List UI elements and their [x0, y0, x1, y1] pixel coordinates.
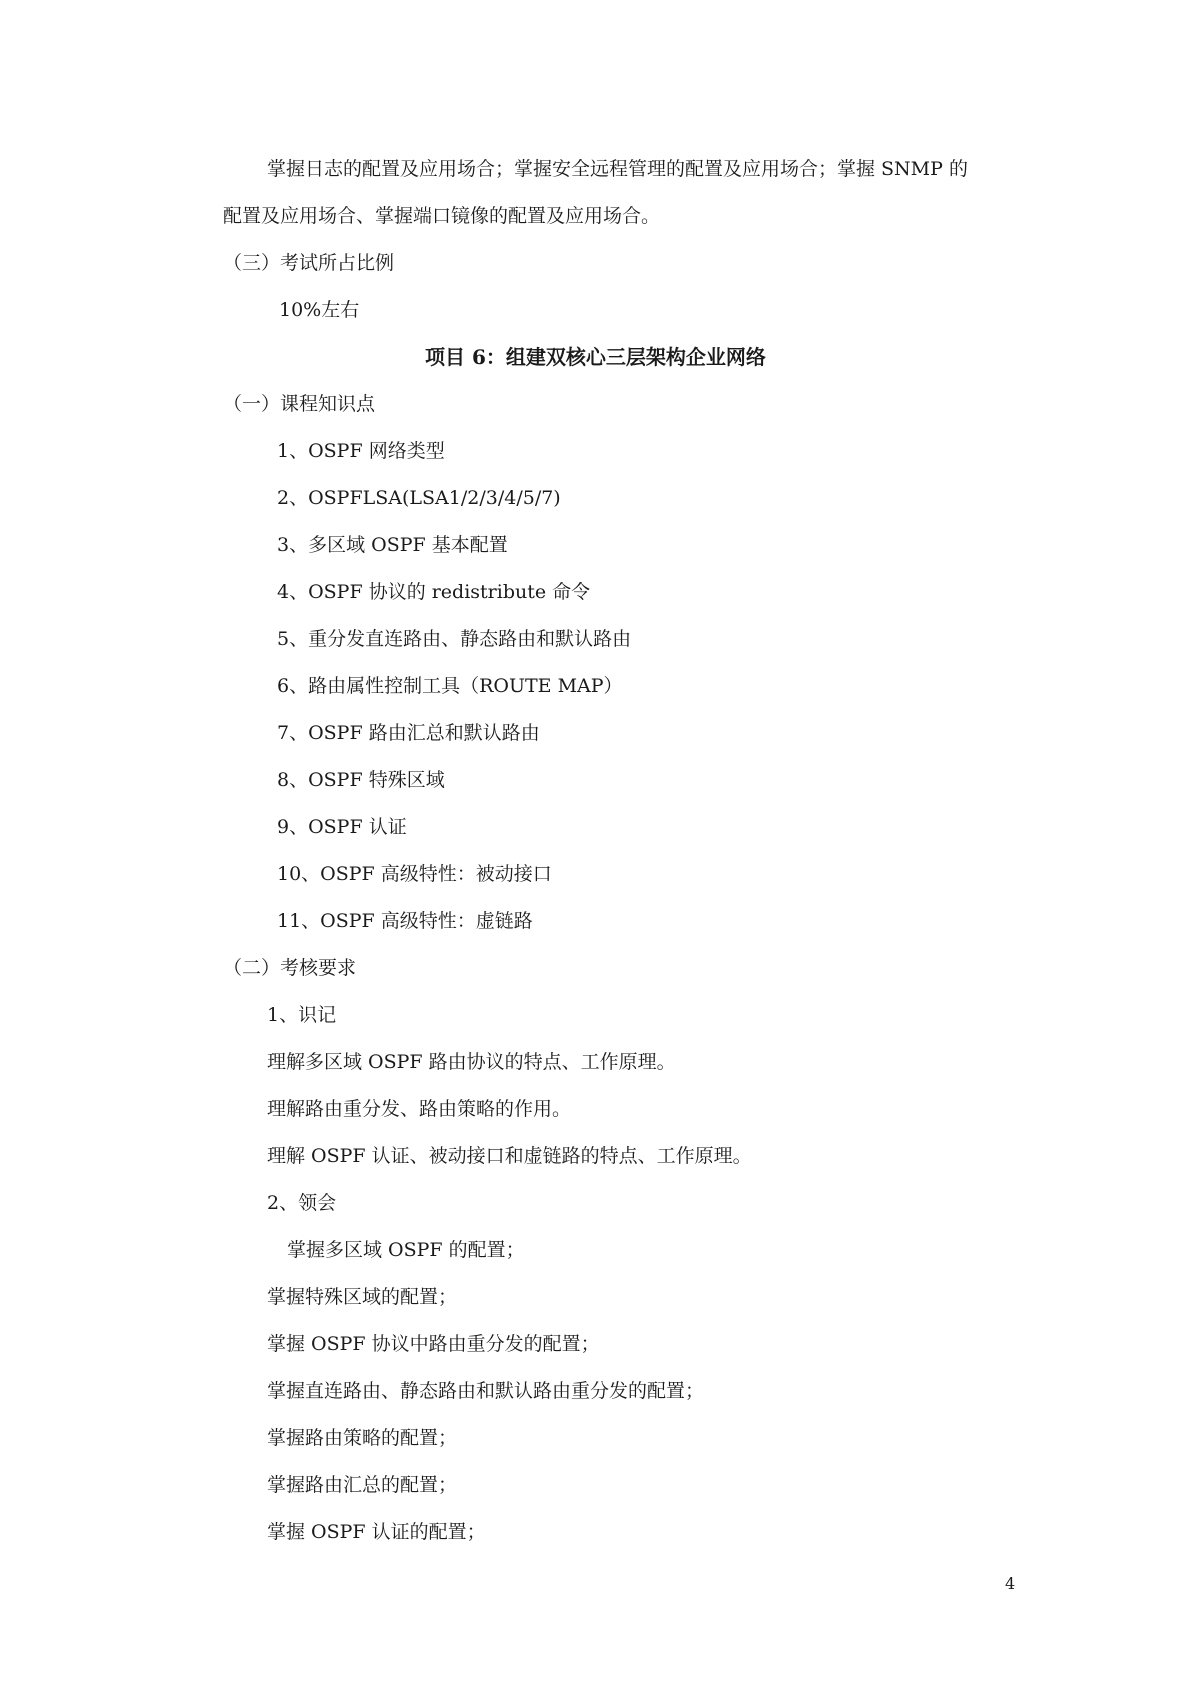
intro-line-2: 配置及应用场合、掌握端口镜像的配置及应用场合。 [223, 205, 661, 227]
knowledge-item: 3、多区域 OSPF 基本配置 [277, 534, 508, 556]
page-number: 4 [1005, 1574, 1016, 1593]
knowledge-item: 7、OSPF 路由汇总和默认路由 [277, 722, 540, 744]
knowledge-item: 11、OSPF 高级特性：虚链路 [277, 910, 533, 932]
knowledge-item: 5、重分发直连路由、静态路由和默认路由 [277, 628, 632, 650]
recall-label: 1、识记 [267, 1004, 337, 1026]
knowledge-item: 8、OSPF 特殊区域 [277, 769, 445, 791]
recall-item: 理解多区域 OSPF 路由协议的特点、工作原理。 [267, 1051, 676, 1073]
comprehend-item: 掌握特殊区域的配置； [267, 1286, 458, 1308]
comprehend-item: 掌握多区域 OSPF 的配置； [287, 1239, 525, 1261]
comprehend-label: 2、领会 [267, 1192, 337, 1214]
comprehend-item: 掌握 OSPF 协议中路由重分发的配置； [267, 1333, 600, 1355]
comprehend-item: 掌握直连路由、静态路由和默认路由重分发的配置； [267, 1380, 705, 1402]
project-title: 项目 6：组建双核心三层架构企业网络 [425, 345, 766, 369]
knowledge-item: 2、OSPFLSA(LSA1/2/3/4/5/7) [277, 487, 561, 509]
knowledge-item: 1、OSPF 网络类型 [277, 440, 445, 462]
comprehend-item: 掌握路由策略的配置； [267, 1427, 458, 1449]
knowledge-item: 4、OSPF 协议的 redistribute 命令 [277, 581, 591, 603]
knowledge-heading: （一）课程知识点 [223, 393, 376, 415]
comprehend-item: 掌握 OSPF 认证的配置； [267, 1521, 486, 1543]
knowledge-item: 10、OSPF 高级特性：被动接口 [277, 863, 552, 885]
exam-ratio-heading: （三）考试所占比例 [223, 252, 395, 274]
knowledge-item: 9、OSPF 认证 [277, 816, 407, 838]
recall-item: 理解路由重分发、路由策略的作用。 [267, 1098, 572, 1120]
exam-ratio-value: 10%左右 [279, 299, 360, 321]
intro-line-1: 掌握日志的配置及应用场合；掌握安全远程管理的配置及应用场合；掌握 SNMP 的 [267, 158, 968, 180]
recall-item: 理解 OSPF 认证、被动接口和虚链路的特点、工作原理。 [267, 1145, 752, 1167]
knowledge-item: 6、路由属性控制工具（ROUTE MAP） [277, 675, 623, 697]
comprehend-item: 掌握路由汇总的配置； [267, 1474, 458, 1496]
assessment-heading: （二）考核要求 [223, 957, 357, 979]
